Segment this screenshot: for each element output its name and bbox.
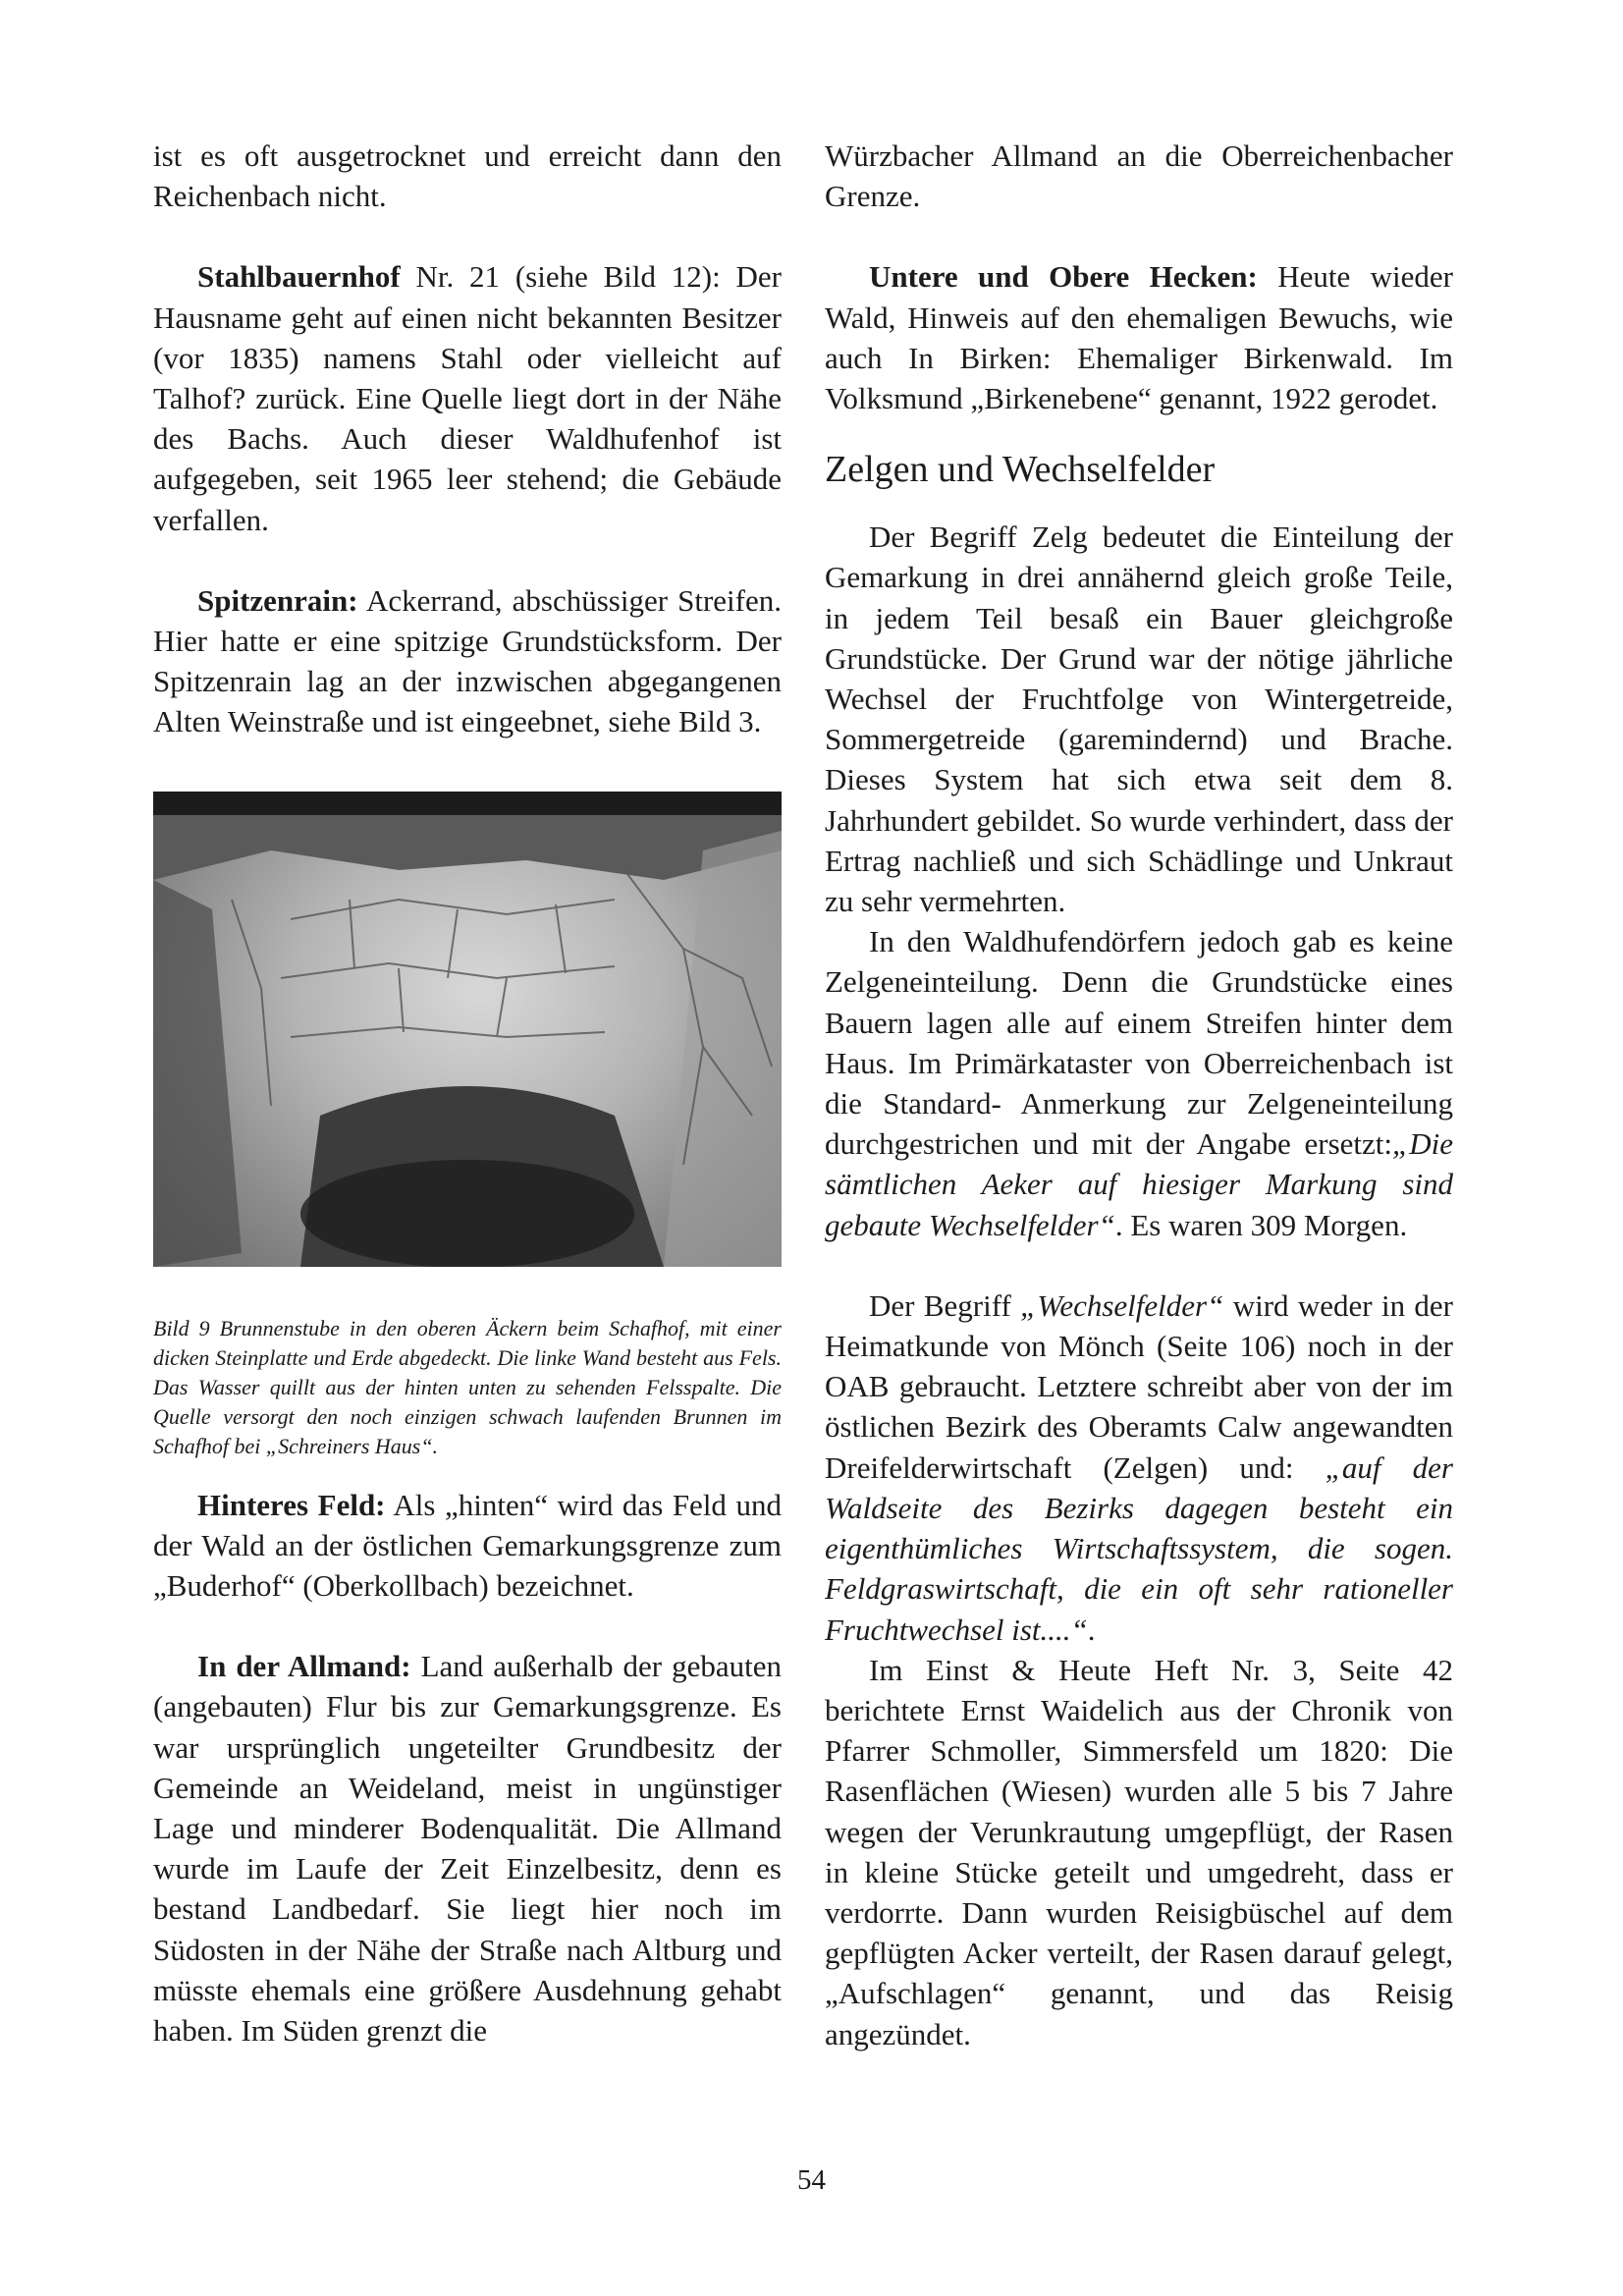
figure-caption: Bild 9 Brunnenstube in den oberen Äckern beim Schafhof, mit einer dicken Steinplatte und Erde abgedeckt. Die linke Wand besteht aus Fels. Das Wasser quillt aus der hinten unten zu sehenden Felsspalte. Die Quelle versorgt den noch einzigen schwach laufenden Brunnen im Schafhof bei „Schreiners Haus“. (153, 1315, 782, 1458)
paragraph-allmand: In der Allmand: Land außerhalb der gebauten (angebauten) Flur bis zur Gemarkungsgrenze. Es war ursprünglich ungeteilter Grundbesitz der Gemeinde an Weideland, meist in ungünstiger Lage und minderer Bodenqualität. Die Allmand wurde im Laufe der Zeit Einzelbesitz, denn es bestand Landbedarf. Sie liegt hier noch im Südosten in der Nähe der Straße nach Altburg und müsste ehemals eine größere Ausdehnung gehabt haben. Im Süden grenzt die (153, 1649, 782, 2049)
right-column (825, 136, 1453, 2054)
left-column (153, 136, 782, 2050)
paragraph: ist es oft ausgetrocknet und erreicht dann den Reichenbach nicht. (153, 138, 782, 214)
paragraph-zelg: Der Begriff Zelg bedeutet die Einteilung der Gemarkung in drei annähernd gleich große Teile, in jedem Teil besaß ein Bauer gleichgroße Grundstücke. Der Grund war der nötige jährliche Wechsel der Fruchtfolge von Wintergetreide, Sommergetreide (garemindernd) und Brache. Dieses System hat sich etwa seit dem 8. Jahrhundert gebildet. So wurde verhindert, dass der Ertrag nachließ und sich Schädlinge und Unkraut zu sehr vermehrten. (825, 519, 1453, 919)
term: Untere und Obere Hecken: (869, 259, 1258, 295)
quote: „auf der Waldseite des Bezirks dagegen besteht ein eigenthümliches Wirtschaftssystem, die sogen. Feldgraswirtschaft, die ein oft sehr rationeller Fruchtwechsel ist....“ (825, 1449, 1453, 1647)
term: Hinteres Feld: (197, 1487, 386, 1522)
paragraph: Würzbacher Allmand an die Oberreichenbacher Grenze. (825, 138, 1453, 214)
paragraph-hecken: Untere und Obere Hecken: Heute wieder Wald, Hinweis auf den ehemaligen Bewuchs, wie auch In Birken: Ehemaliger Birkenwald. Im Volksmund „Birkenebene“ genannt, 1922 gerodet. (825, 259, 1453, 416)
quote: „Die sämtlichen Aeker auf hiesiger Markung sind gebaute Wechselfelder“ (825, 1126, 1453, 1242)
paragraph-wechselfelder: Der Begriff „Wechselfelder“ wird weder in der Heimatkunde von Mönch (Seite 106) noch in der OAB gebraucht. Letztere schreibt aber von der im östlichen Bezirk des Oberamts Calw angewandten Dreifelderwirtschaft (Zelgen) und: „auf der Waldseite des Bezirks dagegen besteht ein eigenthümliches Wirtschaftssystem, die sogen. Feldgraswirtschaft, die ein oft sehr rationeller Fruchtwechsel ist....“. (825, 1287, 1453, 1647)
quote: „Wechselfelder“ (1020, 1287, 1224, 1323)
paragraph-spitzenrain: Spitzenrain: Ackerrand, abschüssiger Streifen. Hier hatte er eine spitzige Grundstücksform. Der Spitzenrain lag an der inzwischen abgegangenen Alten Weinstraße und ist eingeebnet, siehe Bild 3. (153, 582, 782, 739)
well-chamber-photo (153, 792, 782, 1267)
paragraph-waldhufen: In den Waldhufendörfern jedoch gab es keine Zelgeneinteilung. Denn die Grundstücke eines Bauern lagen alle auf einem Streifen hinter dem Haus. Im Primärkataster von Oberreichenbach ist die Standard- Anmerkung zur Zelgeneinteilung durchgestrichen und mit der Angabe ersetzt:„Die sämtlichen Aeker auf hiesiger Markung sind gebaute Wechselfelder“. Es waren 309 Morgen. (825, 924, 1453, 1242)
term: Stahlbauernhof (197, 259, 401, 295)
paragraph-einst-heute: Im Einst & Heute Heft Nr. 3, Seite 42 berichtete Ernst Waidelich aus der Chronik von Pfarrer Schmoller, Simmersfeld um 1820: Die Rasenflächen (Wiesen) wurden alle 5 bis 7 Jahre wegen der Verunkrautung umgepflügt, der Rasen in kleine Stücke geteilt und umgedreht, dass er verdorrte. Dann wurden Reisigbüschel auf dem gepflügten Acker verteilt, der Rasen darauf gelegt, „Aufschlagen“ genannt, und das Reisig angezündet. (825, 1652, 1453, 2051)
paragraph-hinteres-feld: Hinteres Feld: Als „hinten“ wird das Feld und der Wald an der östlichen Gemarkungsgrenze zum „Buderhof“ (Oberkollbach) bezeichnet. (153, 1487, 782, 1604)
section-heading: Zelgen und Wechselfelder (825, 449, 1216, 491)
stone-texture (153, 792, 782, 1267)
page-number: 54 (797, 2164, 826, 2196)
term: Spitzenrain: (197, 582, 358, 618)
paragraph-stahlbauernhof: Stahlbauernhof Nr. 21 (siehe Bild 12): Der Hausname geht auf einen nicht bekannten Besitzer (vor 1835) namens Stahl oder vielleicht auf Talhof? zurück. Eine Quelle liegt dort in der Nähe des Bachs. Auch dieser Waldhufenhof ist aufgegeben, seit 1965 leer stehend; die Gebäude verfallen. (153, 259, 782, 537)
term: In der Allmand: (197, 1649, 411, 1684)
